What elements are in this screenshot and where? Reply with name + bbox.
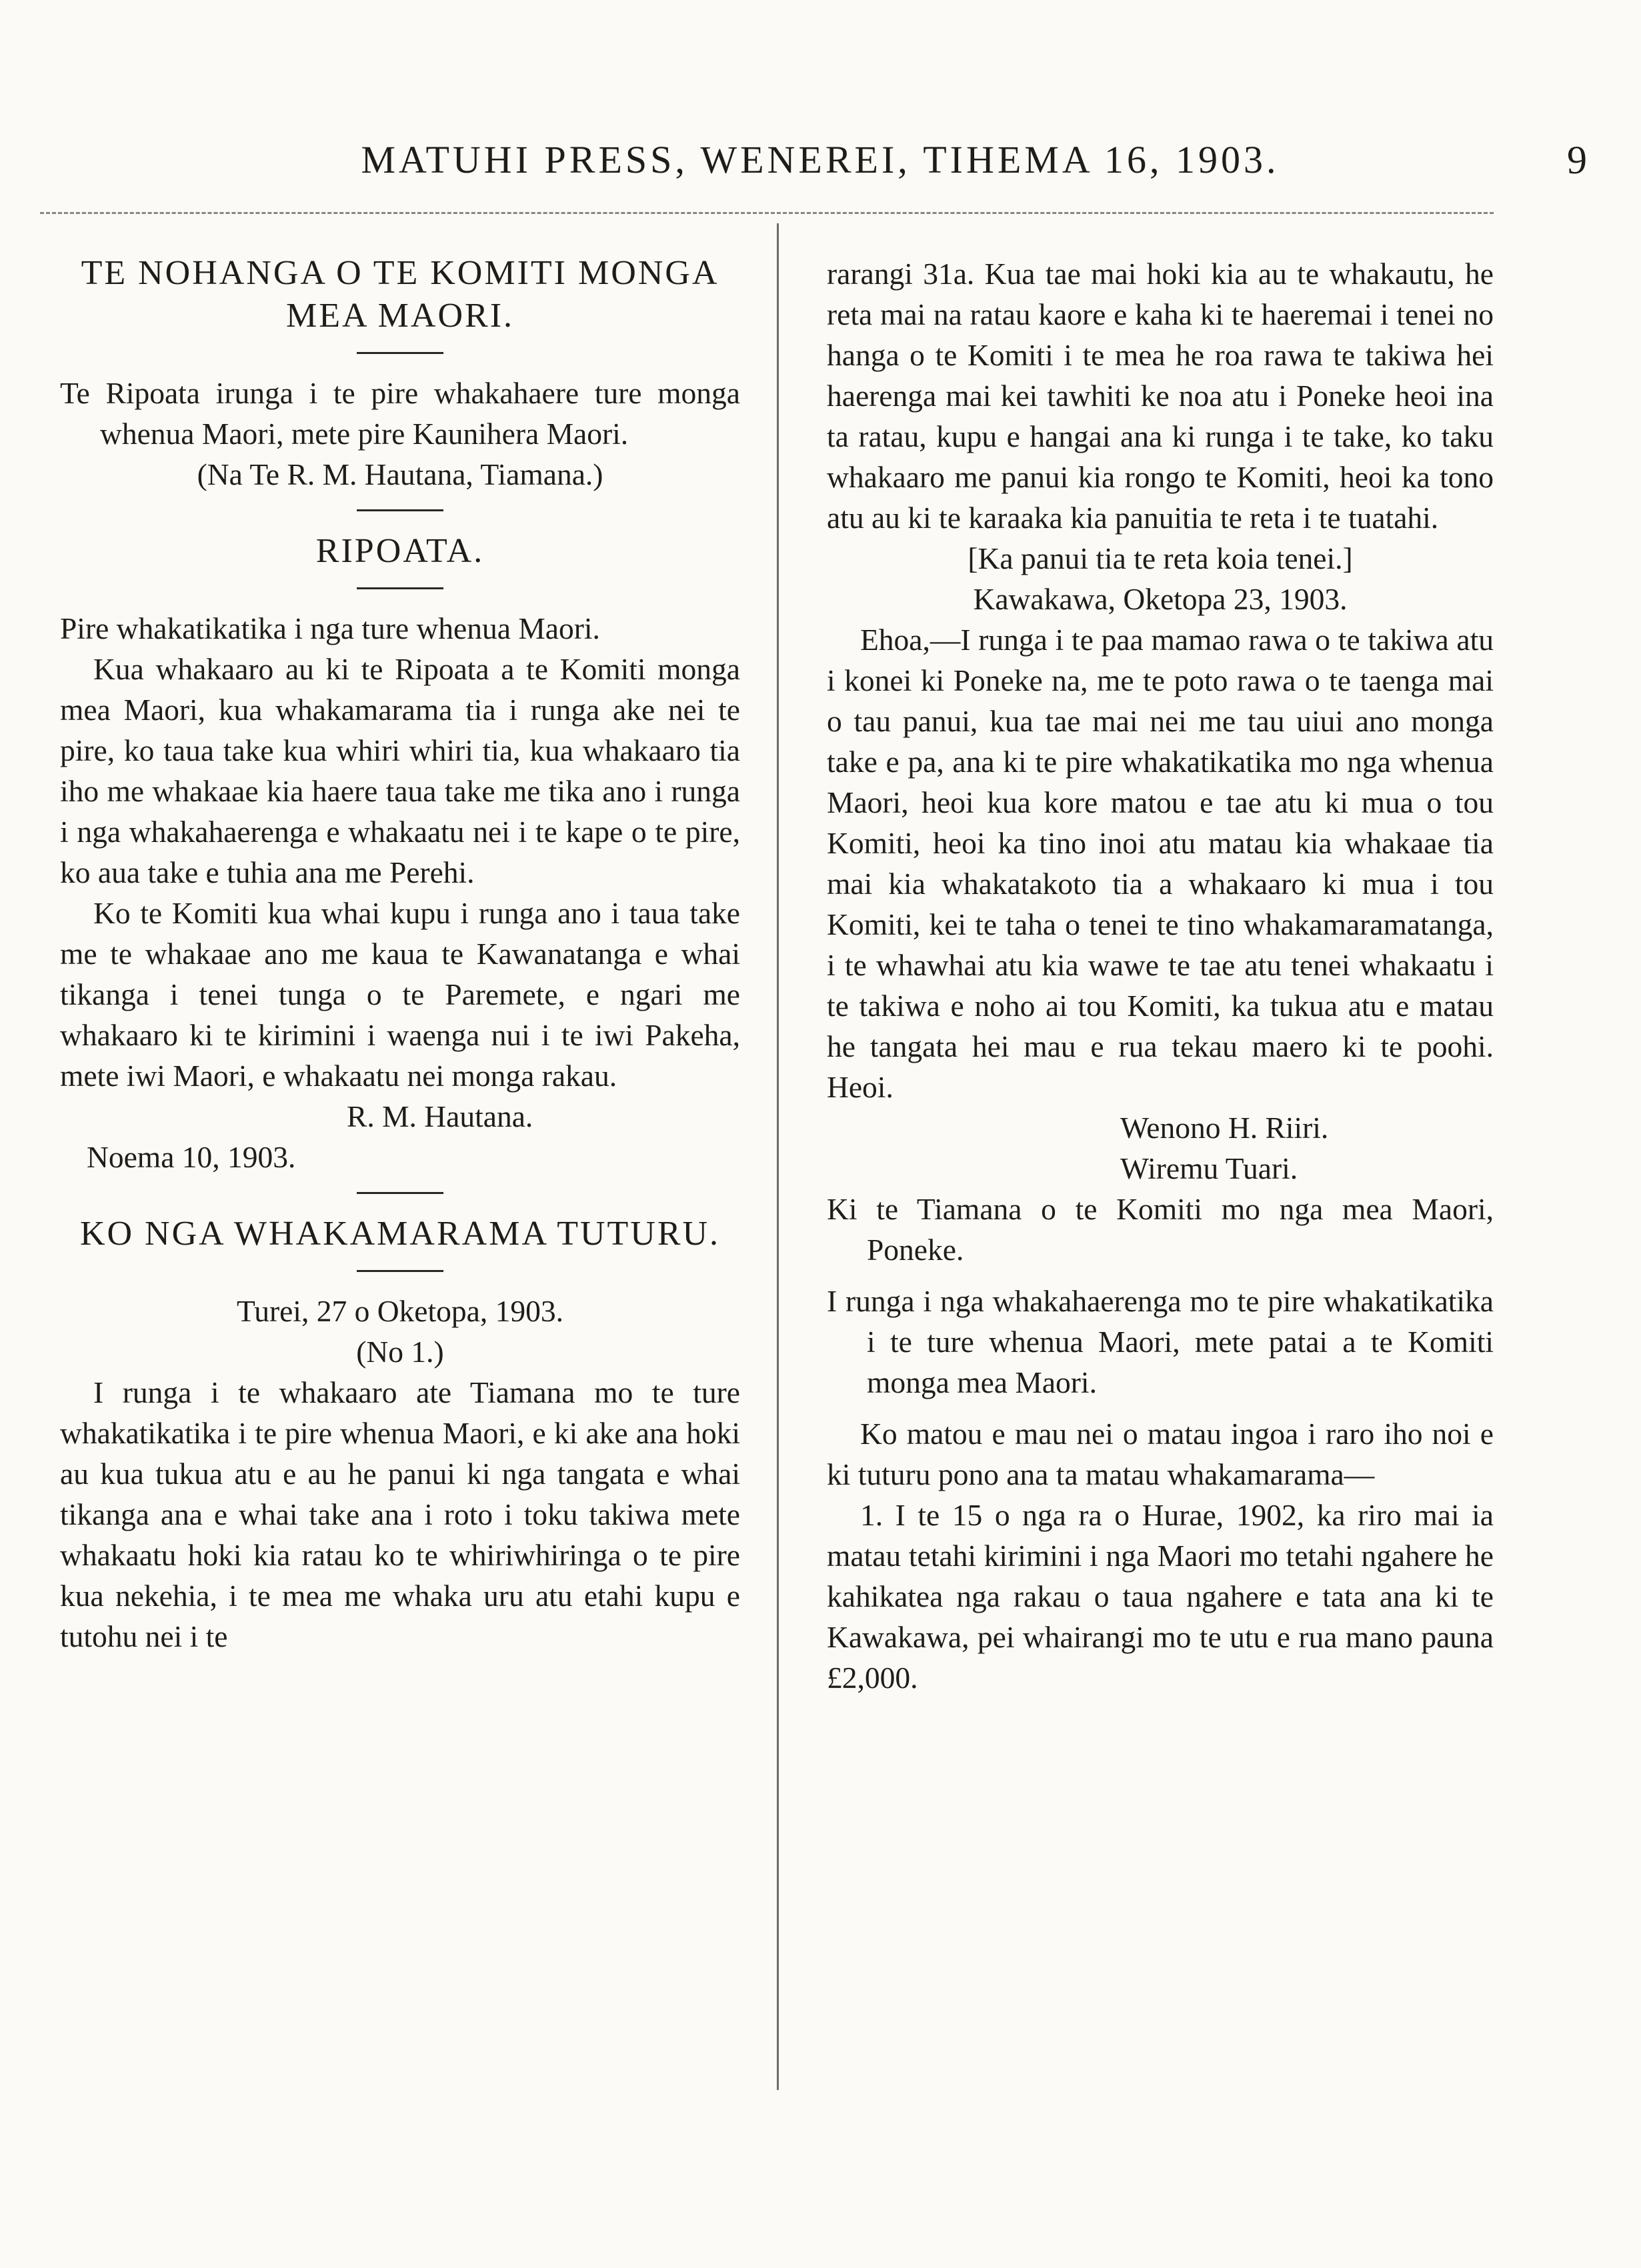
left-column [60,247,740,1657]
report-paragraph: Ko te Komiti kua whai kupu i runga ano i taua take me te whakaae ano me kaua te Kawanatanga e whai tikanga i tenei tunga o te Paremete, e ngari me whakaaro ki te kirimini i waenga nui i te iwi Pakeha, mete iwi Maori, e whakaatu nei monga rakau. [60,896,740,1093]
divider-rule [357,587,443,589]
section-title-whakamarama: KO NGA WHAKAMARAMA TUTURU. [79,1215,721,1253]
statement-continued: rarangi 31a. Kua tae mai hoki kia au te whakautu, he reta mai na ratau kaore e kaha ki te haeremai i tenei no hanga o te Komiti i te mea he roa rawa te takiwa hei haerenga mai kei tawhiti ke noa atu i Poneke heoi ina ta ratau, kupu e hangai ana ki runga i te take, ko taku whakaaro me panui kia rongo te Komiti, heoi ka tono atu au ki te karaaka kia panuitia te reta i te tuatahi. [827,257,1494,535]
divider-rule [357,1270,443,1272]
page-number: 9 [1567,138,1587,182]
bill-title: Pire whakatikatika i nga ture whenua Maori. [60,611,600,645]
right-column [827,253,1494,1698]
statement-paragraph: I runga i te whakaaro ate Tiamana mo te ture whakatikatika i te pire whenua Maori, e ki ake ana hoki au kua tukua atu e au he panui ki nga tangata e whai tikanga ana e whai take ana i roto i toku takiwa mete whakaatu hoki kia ratau ko te whiriwhiringa o te pire kua nekehia, i te mea me whaka uru atu etahi kupu e tutohu nei i te [60,1375,740,1653]
section-title-ripoata: RIPOATA. [315,532,485,570]
declaration-paragraph: 1. I te 15 o nga ra o Hurae, 1902, ka riro mai ia matau tetahi kirimini i nga Maori mo tetahi ngahere he kahikatea nga rakau o taua ngahere e tata ana ki te Kawakawa, pei whairangi mo te utu e rua mano pauna £2,000. [827,1498,1494,1695]
byline: (Na Te R. M. Hautana, Tiamana.) [197,457,603,491]
section-title-komiti: TE NOHANGA O TE KOMITI MONGA MEA MAORI. [81,254,719,335]
letter-signature: Wiremu Tuari. [1120,1151,1298,1185]
letter-addressee: Ki te Tiamana o te Komiti mo nga mea Maori, Poneke. [827,1192,1494,1267]
header-rule [40,212,1494,214]
report-paragraph: Kua whakaaro au ki te Ripoata a te Komiti monga mea Maori, kua whakamarama tia i runga ake nei te pire, ko taua take kua whiri whiri tia, kua whakaaro tia iho me whakaae kia haere taua take me tika ano i runga i nga whakahaerenga e whakaatu nei i te kape o te pire, ko aua take e tuhia ana me Perehi. [60,652,740,889]
column-rule [777,223,779,2090]
letter-date: Kawakawa, Oketopa 23, 1903. [973,582,1348,616]
report-intro: Te Ripoata irunga i te pire whakahaere ture monga whenua Maori, mete pire Kaunihera Maori. [60,376,740,451]
signature: R. M. Hautana. [347,1099,533,1133]
bracket-note: [Ka panui tia te reta koia tenei.] [968,541,1353,575]
hearing-date: Turei, 27 o Oketopa, 1903. [237,1294,563,1328]
divider-rule [357,352,443,354]
declaration-paragraph: Ko matou e mau nei o matau ingoa i raro iho noi e ki tuturu pono ana ta matau whakamarama— [827,1417,1494,1491]
declaration-heading: I runga i nga whakahaerenga mo te pire whakatikatika i te ture whenua Maori, mete patai a te Komiti monga mea Maori. [827,1284,1494,1399]
report-date: Noema 10, 1903. [87,1140,296,1174]
running-head: MATUHI PRESS, WENEREI, TIHEMA 16, 1903. [361,138,1280,181]
divider-rule [357,509,443,511]
page-header [40,133,1600,193]
letter-body: Ehoa,—I runga i te paa mamao rawa o te takiwa atu i konei ki Poneke na, me te poto rawa o te taenga mai o tau panui, kua tae mai nei me tau uiui ano monga take e pa, ana ki te pire whakatikatika mo nga whenua Maori, heoi kua kore matou e tae atu ki mua o tou Komiti, heoi ka tino inoi atu matau kia whakaae tia mai kia whakatakoto tia a whakaaro ki mua i tou Komiti, kei te taha o tenei te tino whakamaramatanga, i te whawhai atu kia wawe te tae atu tenei whakaatu i te takiwa e noho ai tou Komiti, ka tukua atu e matau he tangata hei mau e rua tekau maero ki te poohi. Heoi. [827,623,1494,1104]
letter-signature: Wenono H. Riiri. [1120,1111,1329,1145]
divider-rule [357,1192,443,1194]
entry-number: (No 1.) [356,1335,444,1369]
